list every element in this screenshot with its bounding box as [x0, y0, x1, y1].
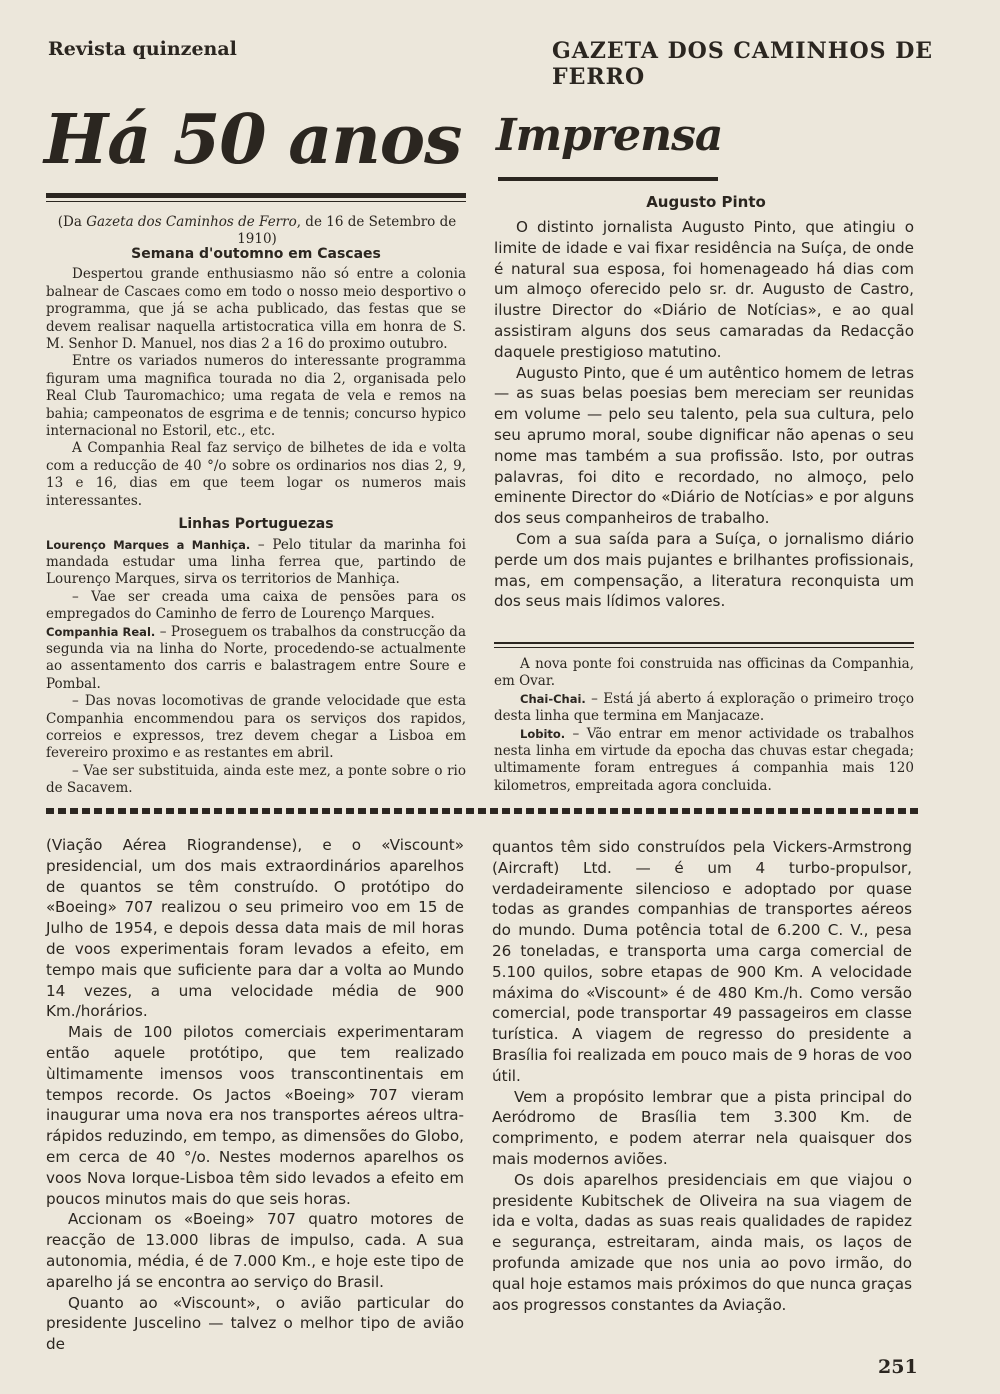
continuation-text-2: – Está já aberto á exploração o primeiro troço desta linha que termina em Manjacaze. — [494, 690, 914, 725]
wavy-divider — [46, 808, 920, 814]
title-rule-left-thin — [46, 201, 466, 202]
lead-chai-chai: Chai-Chai. — [520, 691, 586, 706]
aviation-article-right — [492, 837, 912, 1315]
imprensa-paragraph-1: O distinto jornalista Augusto Pinto, que atingiu o limite de idade e vai fixar residência na Suíça, de onde é natural sua esposa, foi homenageado há dias com um almoço oferecido pelo sr. dr. Augusto de Castro, ilustre Director do «Diário de Notícias», e ao qual assistiram alguns dos seus camaradas da Redacção daquele prestigioso matutino. — [494, 218, 914, 361]
page-number: 251 — [878, 1356, 918, 1378]
linhas-paragraph-5: – Vae ser substituida, ainda este mez, a ponte sobre o rio de Sacavem. — [46, 762, 466, 797]
continuation-paragraph-1: A nova ponte foi construida nas officinas da Companhia, em Ovar. — [494, 656, 914, 690]
archive-continuation — [494, 656, 914, 795]
continuation-text-3: – Vão entrar em menor actividade os trabalhos nesta linha em virtude da epocha das chuvas estar chegada; ultimamente foram entregues á companhia mais 120 kilometros, empreitada agora concluida. — [494, 725, 914, 794]
linhas-text-3: – Proseguem os trabalhos da construcção da segunda via na linha do Norte, procedendo-se actualmente ao assentamento dos carris e balastragem entre Soure e Pombal. — [46, 623, 466, 692]
aviation-paragraph-6: Vem a propósito lembrar que a pista principal do Aeródromo de Brasília tem 3.300 Km. de comprimento, e podem aterrar nela quaisquer dos mais modernos aviões. — [492, 1087, 912, 1168]
source-suffix: , de 16 de Setembro de 1910) — [237, 214, 457, 248]
section-heading-cascaes: Semana d'outomno em Cascaes — [131, 246, 381, 262]
cascaes-paragraph-2: Entre os variados numeros do interessante programma figuram uma magnifica tourada no dia 2, organisada pelo Real Club Tauromachico; uma regata de vela e remos na bahia; campeonatos de esgrima e de tennis; concurso hypico internacional no Estoril, etc., etc. — [46, 353, 466, 440]
title-rule-right — [498, 177, 718, 181]
lead-lobito: Lobito. — [520, 726, 566, 741]
cascaes-paragraph-3: A Companhia Real faz serviço de bilhetes de ida e volta com a reducção de 40 °/o sobre os ordinarios nos dias 2, 9, 13 e 16, dias em que teem logar os numeros mais interessantes. — [46, 440, 466, 509]
source-prefix: (Da — [57, 214, 87, 230]
title-rule-left — [46, 193, 466, 198]
imprensa-paragraph-2: Augusto Pinto, que é um autêntico homem de letras — as suas belas poesias bem mereciam ser reunidas em volume — pelo seu talento, pela sua cultura, pelo seu aprumo moral, soube dignificar não apenas o seu nome mas também a sua profissão. Isto, por outras palavras, foi dito e recordado, no almoço, pelo eminente Director do «Diário de Notícias» e por alguns dos seus companheiros de trabalho. — [494, 363, 914, 528]
divider-double-bottom — [494, 647, 914, 648]
left-archive-article — [46, 242, 466, 798]
continuation-paragraph-3 — [494, 726, 914, 796]
magazine-title: GAZETA DOS CAMINHOS DE FERRO — [552, 38, 934, 90]
byline-augusto-pinto: Augusto Pinto — [646, 193, 766, 211]
aviation-paragraph-3: Accionam os «Boeing» 707 quatro motores de reacção de 13.000 libras de impulso, cada. A sua autonomia, média, é de 7.000 Km., e hoje este tipo de aparelho já se encontra ao serviço do Brasil. — [46, 1210, 464, 1291]
section-title-ha-50-anos: Há 50 anos — [44, 100, 462, 180]
linhas-paragraph-1 — [46, 537, 466, 589]
aviation-paragraph-5: quantos têm sido construídos pela Vickers-Armstrong (Aircraft) Ltd. — é um 4 turbo-propulsor, verdadeiramente silencioso e adoptado por quase todas as grandes companhias de transportes aéreos do mundo. Duma potência total de 6.200 C. V., pesa 26 toneladas, e transporta uma carga comercial de 5.100 quilos, sobre etapas de 900 Km. A velocidade máxima do «Viscount» é de 480 Km./h. Como versão comercial, pode transportar 49 passageiros em classe turística. A viagem de regresso do presidente a Brasília foi realizada em pouco mais de 9 horas de voo útil. — [492, 838, 912, 1085]
aviation-article-left — [46, 835, 464, 1355]
lead-lourenco-marques: Lourenço Marques a Manhiça. — [46, 537, 251, 552]
aviation-paragraph-2: Mais de 100 pilotos comerciais experimentaram então aquele protótipo, que tem realizado ùltimamente imensos voos transcontinentais em tempos recorde. Os Jactos «Boeing» 707 vieram inaugurar uma nova era nos transportes aéreos ultra-rápidos reduzindo, em tempo, as dimensões do Globo, em cerca de 40 °/o. Nestes modernos aparelhos os voos Nova Iorque-Lisboa têm sido levados a efeito em poucos minutos mais do que seis horas. — [46, 1023, 464, 1208]
section-heading-linhas: Linhas Portuguezas — [178, 516, 334, 533]
continuation-paragraph-2 — [494, 691, 914, 726]
imprensa-article — [494, 217, 914, 612]
linhas-paragraph-3 — [46, 624, 466, 694]
imprensa-paragraph-3: Com a sua saída para a Suíça, o jornalismo diário perde um dos mais pujantes e brilhantes profissionais, mas, em compensação, a literatura reconquista um dos seus mais lídimos valores. — [494, 529, 914, 611]
divider-double-top — [494, 642, 914, 644]
aviation-paragraph-7: Os dois aparelhos presidenciais em que viajou o presidente Kubitschek de Oliveira na sua viagem de ida e volta, dadas as suas reais qualidades de rapidez e segurança, estreitaram, ainda mais, os laços de profunda amizade que nos unia ao povo irmão, do qual hoje estamos mais próximos do que nunca graças aos progressos constantes da Aviação. — [492, 1170, 912, 1314]
source-publication: Gazeta dos Caminhos de Ferro — [86, 214, 297, 230]
cascaes-paragraph-1: Despertou grande enthusiasmo não só entre a colonia balnear de Cascaes como em todo o nosso meio desportivo o programma, que já se acha publicado, das festas que se devem realisar naquella artistocratica villa em honra de S. M. Senhor D. Manuel, nos dias 2 a 16 do proximo outubro. — [46, 266, 466, 353]
aviation-paragraph-4: Quanto ao «Viscount», o avião particular do presidente Juscelino — talvez o melhor tipo de avião de — [46, 1293, 464, 1354]
linhas-paragraph-4: – Das novas locomotivas de grande velocidade que esta Companhia encommendou para os serviços dos rapidos, correios e expressos, trez devem chegar a Lisboa em fevereiro proximo e as restantes em abril. — [46, 693, 466, 762]
linhas-text-1: – Pelo titular da marinha foi mandada estudar uma linha ferrea que, partindo de Lourenço Marques, sirva os territorios de Manhiça. — [46, 536, 466, 588]
magazine-frequency: Revista quinzenal — [48, 38, 237, 60]
section-title-imprensa: Imprensa — [496, 110, 723, 161]
linhas-paragraph-2: – Vae ser creada uma caixa de pensões para os empregados do Caminho de ferro de Lourenço Marques. — [46, 588, 466, 623]
aviation-paragraph-1: (Viação Aérea Riograndense), e o «Viscount» presidencial, um dos mais extraordinários aparelhos de quantos se têm construído. O protótipo do «Boeing» 707 realizou o seu primeiro voo em 15 de Julho de 1954, e depois dessa data mais de mil horas de voos experimentais foram levados a efeito, em tempo mais que suficiente para dar a volta ao Mundo 14 vezes, a uma velocidade média de 900 Km./horários. — [46, 836, 464, 1021]
lead-companhia-real: Companhia Real. — [46, 624, 156, 639]
